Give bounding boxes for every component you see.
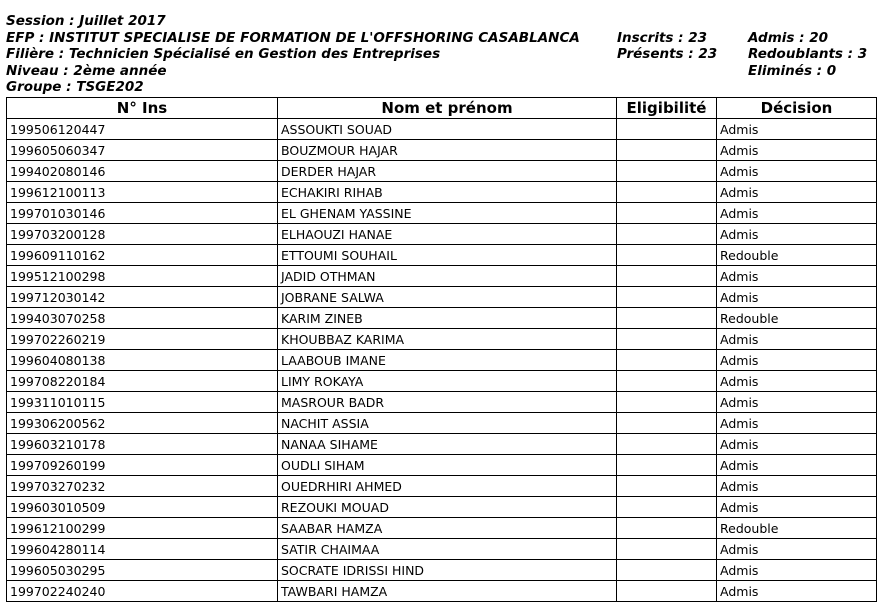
cell-decision: Admis [717, 119, 877, 140]
cell-eligibilite [617, 476, 717, 497]
cell-numero: 199712030142 [7, 287, 278, 308]
table-row [7, 497, 877, 518]
cell-eligibilite [617, 434, 717, 455]
cell-decision: Admis [717, 161, 877, 182]
table-row [7, 119, 877, 140]
cell-numero: 199709260199 [7, 455, 278, 476]
table-row [7, 539, 877, 560]
cell-eligibilite [617, 119, 717, 140]
cell-numero: 199605030295 [7, 560, 278, 581]
cell-eligibilite [617, 413, 717, 434]
cell-numero: 199708220184 [7, 371, 278, 392]
cell-numero: 199604280114 [7, 539, 278, 560]
cell-numero: 199609110162 [7, 245, 278, 266]
cell-eligibilite [617, 350, 717, 371]
cell-eligibilite [617, 581, 717, 602]
column-header-nom: Nom et prénom [278, 98, 617, 119]
cell-nom: REZOUKI MOUAD [278, 497, 617, 518]
cell-nom: ETTOUMI SOUHAIL [278, 245, 617, 266]
column-header-numero: N° Ins [7, 98, 278, 119]
cell-eligibilite [617, 329, 717, 350]
cell-decision: Redouble [717, 518, 877, 539]
cell-numero: 199603210178 [7, 434, 278, 455]
table-row [7, 329, 877, 350]
table-row [7, 392, 877, 413]
cell-decision: Admis [717, 203, 877, 224]
inscrits-count: Inscrits : 23 [617, 30, 708, 46]
cell-decision: Admis [717, 581, 877, 602]
cell-nom: NACHIT ASSIA [278, 413, 617, 434]
table-row [7, 224, 877, 245]
cell-nom: SATIR CHAIMAA [278, 539, 617, 560]
cell-decision: Admis [717, 329, 877, 350]
cell-eligibilite [617, 203, 717, 224]
cell-nom: ECHAKIRI RIHAB [278, 182, 617, 203]
cell-numero: 199703270232 [7, 476, 278, 497]
cell-decision: Admis [717, 140, 877, 161]
table-row [7, 434, 877, 455]
cell-nom: TAWBARI HAMZA [278, 581, 617, 602]
column-header-eligibilite: Eligibilité [617, 98, 717, 119]
admis-count: Admis : 20 [748, 30, 829, 46]
cell-eligibilite [617, 287, 717, 308]
cell-eligibilite [617, 140, 717, 161]
cell-decision: Admis [717, 224, 877, 245]
table-row [7, 245, 877, 266]
results-table [6, 97, 877, 602]
cell-nom: KHOUBBAZ KARIMA [278, 329, 617, 350]
cell-numero: 199512100298 [7, 266, 278, 287]
cell-numero: 199701030146 [7, 203, 278, 224]
cell-eligibilite [617, 497, 717, 518]
cell-decision: Admis [717, 413, 877, 434]
cell-eligibilite [617, 182, 717, 203]
cell-decision: Redouble [717, 245, 877, 266]
efp-label: EFP : INSTITUT SPECIALISE DE FORMATION DE L'OFFSHORING CASABLANCA [6, 30, 580, 46]
cell-nom: JADID OTHMAN [278, 266, 617, 287]
groupe-label: Groupe : TSGE202 [6, 79, 144, 95]
cell-nom: OUDLI SIHAM [278, 455, 617, 476]
cell-numero: 199603010509 [7, 497, 278, 518]
cell-decision: Admis [717, 455, 877, 476]
cell-eligibilite [617, 224, 717, 245]
cell-numero: 199306200562 [7, 413, 278, 434]
column-header-decision: Décision [717, 98, 877, 119]
cell-eligibilite [617, 518, 717, 539]
cell-eligibilite [617, 371, 717, 392]
cell-numero: 199311010115 [7, 392, 278, 413]
table-row [7, 308, 877, 329]
cell-eligibilite [617, 161, 717, 182]
cell-numero: 199402080146 [7, 161, 278, 182]
redoublants-count: Redoublants : 3 [748, 46, 868, 62]
table-row [7, 581, 877, 602]
table-row [7, 287, 877, 308]
cell-nom: ELHAOUZI HANAE [278, 224, 617, 245]
cell-decision: Admis [717, 434, 877, 455]
cell-nom: MASROUR BADR [278, 392, 617, 413]
table-row [7, 161, 877, 182]
cell-numero: 199702240240 [7, 581, 278, 602]
niveau-label: Niveau : 2ème année [6, 63, 167, 79]
table-row [7, 413, 877, 434]
presents-count: Présents : 23 [617, 46, 718, 62]
cell-eligibilite [617, 245, 717, 266]
cell-nom: OUEDRHIRI AHMED [278, 476, 617, 497]
cell-nom: JOBRANE SALWA [278, 287, 617, 308]
table-row [7, 266, 877, 287]
cell-decision: Admis [717, 560, 877, 581]
cell-nom: NANAA SIHAME [278, 434, 617, 455]
table-row [7, 182, 877, 203]
table-header-row [7, 98, 877, 119]
cell-eligibilite [617, 392, 717, 413]
cell-decision: Admis [717, 287, 877, 308]
table-row [7, 560, 877, 581]
cell-decision: Admis [717, 182, 877, 203]
table-row [7, 518, 877, 539]
cell-numero: 199702260219 [7, 329, 278, 350]
cell-decision: Admis [717, 350, 877, 371]
table-row [7, 140, 877, 161]
cell-numero: 199612100113 [7, 182, 278, 203]
cell-numero: 199604080138 [7, 350, 278, 371]
cell-eligibilite [617, 455, 717, 476]
cell-nom: EL GHENAM YASSINE [278, 203, 617, 224]
cell-eligibilite [617, 266, 717, 287]
cell-nom: SOCRATE IDRISSI HIND [278, 560, 617, 581]
cell-nom: LAABOUB IMANE [278, 350, 617, 371]
cell-numero: 199506120447 [7, 119, 278, 140]
cell-decision: Redouble [717, 308, 877, 329]
cell-eligibilite [617, 560, 717, 581]
table-row [7, 476, 877, 497]
table-body [7, 119, 877, 602]
cell-decision: Admis [717, 371, 877, 392]
cell-nom: BOUZMOUR HAJAR [278, 140, 617, 161]
table-row [7, 350, 877, 371]
cell-nom: SAABAR HAMZA [278, 518, 617, 539]
table-row [7, 371, 877, 392]
cell-decision: Admis [717, 476, 877, 497]
cell-numero: 199605060347 [7, 140, 278, 161]
cell-eligibilite [617, 308, 717, 329]
cell-eligibilite [617, 539, 717, 560]
cell-nom: LIMY ROKAYA [278, 371, 617, 392]
cell-numero: 199703200128 [7, 224, 278, 245]
cell-decision: Admis [717, 266, 877, 287]
cell-numero: 199403070258 [7, 308, 278, 329]
filiere-label: Filière : Technicien Spécialisé en Gestion des Entreprises [6, 46, 441, 62]
cell-nom: KARIM ZINEB [278, 308, 617, 329]
cell-nom: ASSOUKTI SOUAD [278, 119, 617, 140]
elimines-count: Eliminés : 0 [748, 63, 837, 79]
table-row [7, 203, 877, 224]
session-label: Session : Juillet 2017 [6, 13, 166, 29]
cell-decision: Admis [717, 392, 877, 413]
cell-numero: 199612100299 [7, 518, 278, 539]
table-row [7, 455, 877, 476]
cell-nom: DERDER HAJAR [278, 161, 617, 182]
cell-decision: Admis [717, 539, 877, 560]
cell-decision: Admis [717, 497, 877, 518]
